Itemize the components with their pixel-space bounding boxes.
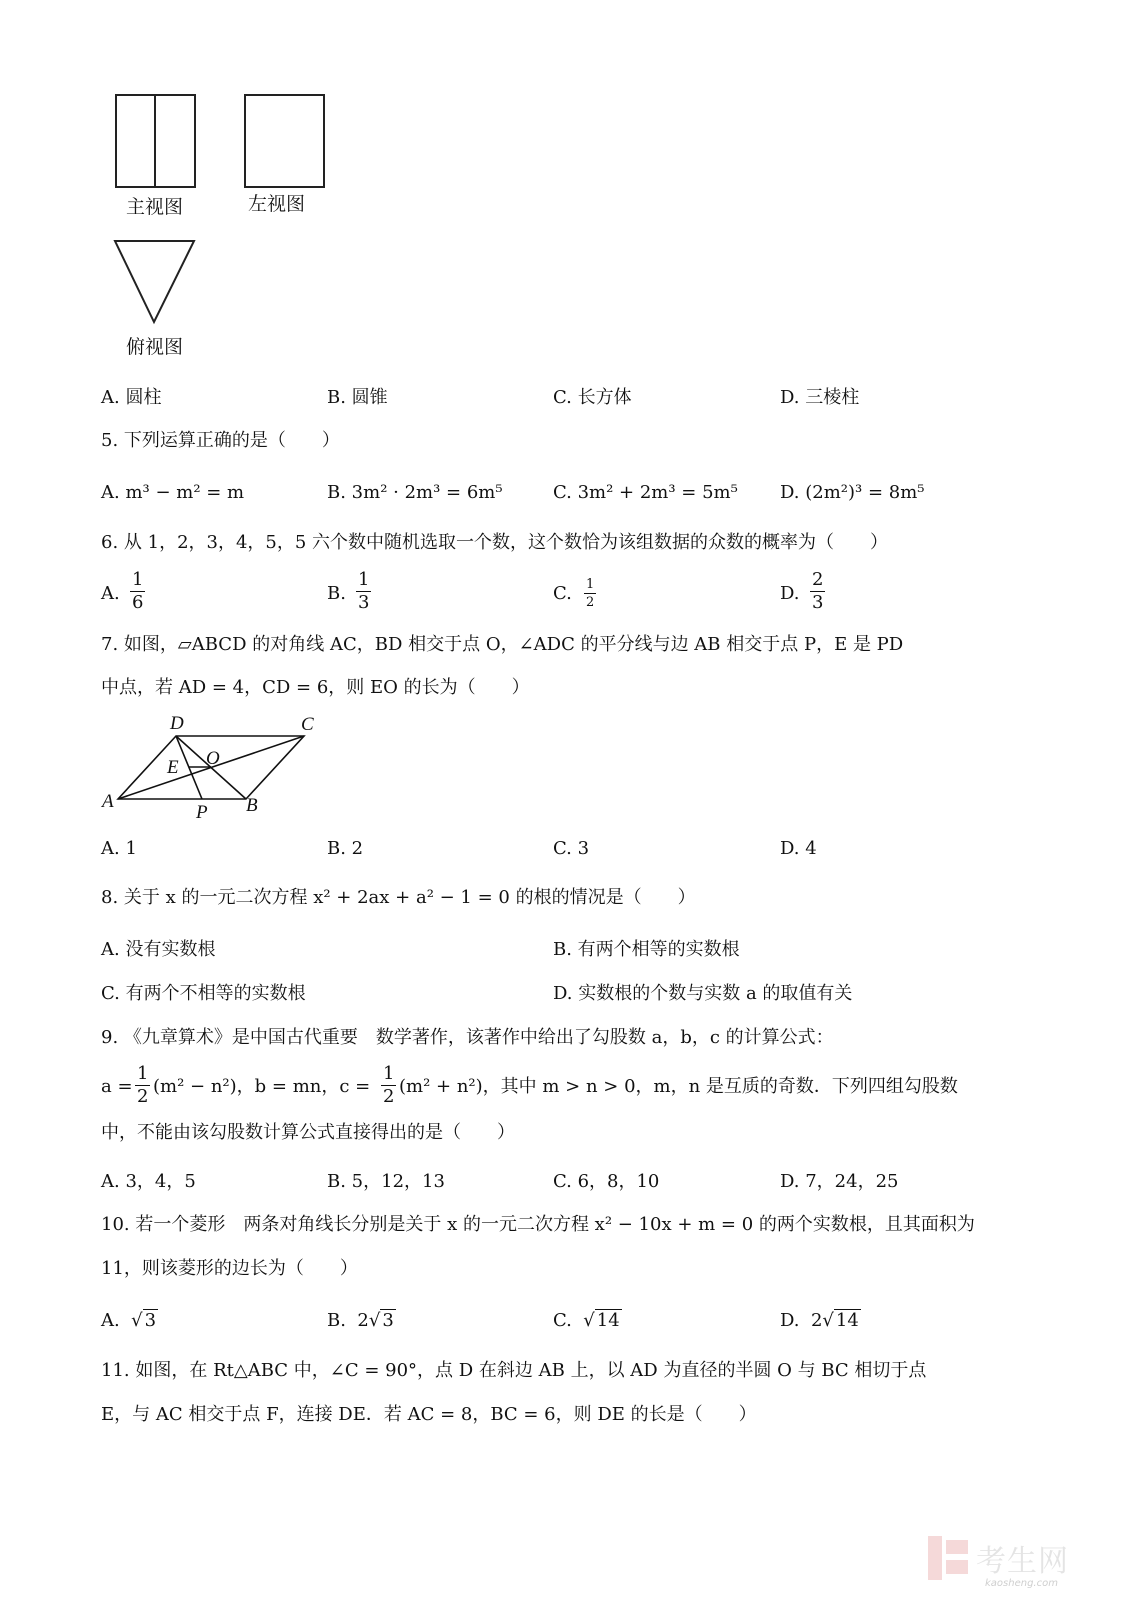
q8-stem: 8. 关于 x 的一元二次方程 x² + 2ax + a² − 1 = 0 的根的情况是（ ）: [101, 887, 696, 908]
q7-stem-line1: 7. 如图，▱ABCD 的对角线 AC，BD 相交于点 O，∠ADC 的平分线与边 AB 相交于点 P，E 是 PD: [101, 634, 904, 655]
watermark-logo-icon: [928, 1536, 968, 1580]
q5-option-a[interactable]: A. m³ − m² = m: [101, 482, 245, 503]
q9-stem-line1: 9. 《九章算术》是中国古代重要 数学著作，该著作中给出了勾股数 a，b，c 的计算公式：: [101, 1027, 834, 1048]
coefficient: 2: [357, 1310, 369, 1331]
watermark-text: 考生网: [976, 1544, 1069, 1579]
left-view-rect: [244, 94, 325, 188]
q9-half-fraction-a: [135, 1064, 150, 1107]
q6-option-a-fraction: [130, 570, 145, 613]
radicand: 3: [382, 1310, 394, 1331]
fraction-numerator: 1: [383, 1063, 395, 1084]
radicand: 14: [596, 1310, 620, 1331]
option-label: C.: [553, 1310, 572, 1331]
top-view-triangle: [112, 238, 198, 326]
q6-option-d-fraction: [810, 570, 825, 613]
q9-half-fraction-c: [381, 1064, 396, 1107]
q6-option-b-label: B.: [327, 583, 346, 604]
q9-option-a[interactable]: A. 3，4，5: [101, 1171, 196, 1192]
q8-option-c[interactable]: C. 有两个不相等的实数根: [101, 983, 306, 1004]
q4-option-c[interactable]: C. 长方体: [553, 387, 632, 408]
q9-option-b[interactable]: B. 5，12，13: [327, 1171, 445, 1192]
label-d: D: [170, 713, 184, 734]
radicand: 14: [835, 1310, 859, 1331]
q6-option-a-label: A.: [101, 583, 120, 604]
q7-option-c[interactable]: C. 3: [553, 838, 590, 859]
q7-parallelogram-figure: [98, 710, 328, 822]
label-b: B: [246, 795, 258, 816]
q10-option-a[interactable]: A. √ 3: [101, 1310, 157, 1331]
q5-option-c[interactable]: C. 3m² + 2m³ = 5m⁵: [553, 482, 738, 503]
q4-option-d[interactable]: D. 三棱柱: [780, 387, 860, 408]
q10-option-c[interactable]: C. √ 14: [553, 1310, 620, 1331]
watermark-url: kaosheng.com: [985, 1578, 1058, 1589]
q10-option-b[interactable]: B. 2√ 3: [327, 1310, 394, 1331]
q8-option-a[interactable]: A. 没有实数根: [101, 939, 216, 960]
q10-stem-line1: 10. 若一个菱形 两条对角线长分别是关于 x 的一元二次方程 x² − 10x + m = 0 的两个实数根，且其面积为: [101, 1214, 975, 1235]
q7-option-a[interactable]: A. 1: [101, 838, 137, 859]
q9-stem-line3: 中，不能由该勾股数计算公式直接得出的是（ ）: [101, 1122, 515, 1143]
watermark: [928, 1536, 1069, 1580]
q6-stem: 6. 从 1，2，3，4，5，5 六个数中随机选取一个数，这个数恰为该组数据的众数的概率为（ ）: [101, 532, 889, 553]
fraction-numerator: 1: [358, 569, 370, 590]
option-label: B.: [327, 1310, 346, 1331]
fraction-denominator: 6: [132, 592, 144, 613]
q7-option-b[interactable]: B. 2: [327, 838, 364, 859]
fraction-numerator: 2: [812, 569, 824, 590]
top-view-label: 俯视图: [126, 336, 184, 358]
q4-option-a[interactable]: A. 圆柱: [101, 387, 162, 408]
q9-option-c[interactable]: C. 6，8，10: [553, 1171, 660, 1192]
q9-a-lhs: a =: [101, 1076, 133, 1097]
q7-stem-line2: 中点，若 AD = 4，CD = 6，则 EO 的长为（ ）: [101, 677, 530, 698]
label-o: O: [206, 748, 220, 769]
fraction-numerator: 1: [586, 577, 595, 592]
q9-a-rhs: (m² − n²)，b = mn，c =: [153, 1076, 371, 1097]
label-p: P: [196, 802, 208, 822]
q10-option-d[interactable]: D. 2√ 14: [780, 1310, 859, 1331]
fraction-denominator: 3: [812, 592, 824, 613]
q6-option-d-label: D.: [780, 583, 800, 604]
q6-option-b-fraction: [356, 570, 371, 613]
option-label: A.: [101, 1310, 120, 1331]
radicand: 3: [144, 1310, 157, 1331]
q11-stem-line2: E，与 AC 相交于点 F，连接 DE．若 AC = 8，BC = 6，则 DE 的长是（ ）: [101, 1404, 757, 1425]
left-view-label: 左视图: [248, 193, 306, 215]
fraction-numerator: 1: [132, 569, 144, 590]
q4-option-b[interactable]: B. 圆锥: [327, 387, 388, 408]
q9-c-rhs: (m² + n²)，其中 m > n > 0，m，n 是互质的奇数．下列四组勾股数: [399, 1076, 958, 1097]
label-c: C: [301, 714, 314, 735]
q8-option-d[interactable]: D. 实数根的个数与实数 a 的取值有关: [553, 983, 853, 1004]
label-e: E: [167, 757, 179, 778]
option-label: D.: [780, 1310, 800, 1331]
label-a: A: [102, 791, 114, 812]
coefficient: 2: [810, 1310, 823, 1331]
q6-option-c-fraction: [584, 577, 596, 610]
q5-option-d[interactable]: D. (2m²)³ = 8m⁵: [780, 482, 925, 503]
q10-stem-line2: 11，则该菱形的边长为（ ）: [101, 1258, 358, 1279]
fraction-numerator: 1: [137, 1063, 149, 1084]
front-view-label: 主视图: [126, 196, 184, 218]
q11-stem-line1: 11. 如图，在 Rt△ABC 中，∠C = 90°，点 D 在斜边 AB 上，以 AD 为直径的半圆 O 与 BC 相切于点: [101, 1360, 927, 1381]
front-view-divider: [154, 94, 156, 188]
q6-option-c-label: C.: [553, 583, 572, 604]
fraction-denominator: 2: [586, 595, 595, 610]
q5-stem: 5. 下列运算正确的是（ ）: [101, 430, 340, 451]
q8-option-b[interactable]: B. 有两个相等的实数根: [553, 939, 740, 960]
q9-option-d[interactable]: D. 7，24，25: [780, 1171, 899, 1192]
fraction-denominator: 2: [383, 1086, 395, 1107]
fraction-denominator: 2: [137, 1086, 149, 1107]
fraction-denominator: 3: [358, 592, 370, 613]
q7-option-d[interactable]: D. 4: [780, 838, 817, 859]
q5-option-b[interactable]: B. 3m² · 2m³ = 6m⁵: [327, 482, 503, 503]
